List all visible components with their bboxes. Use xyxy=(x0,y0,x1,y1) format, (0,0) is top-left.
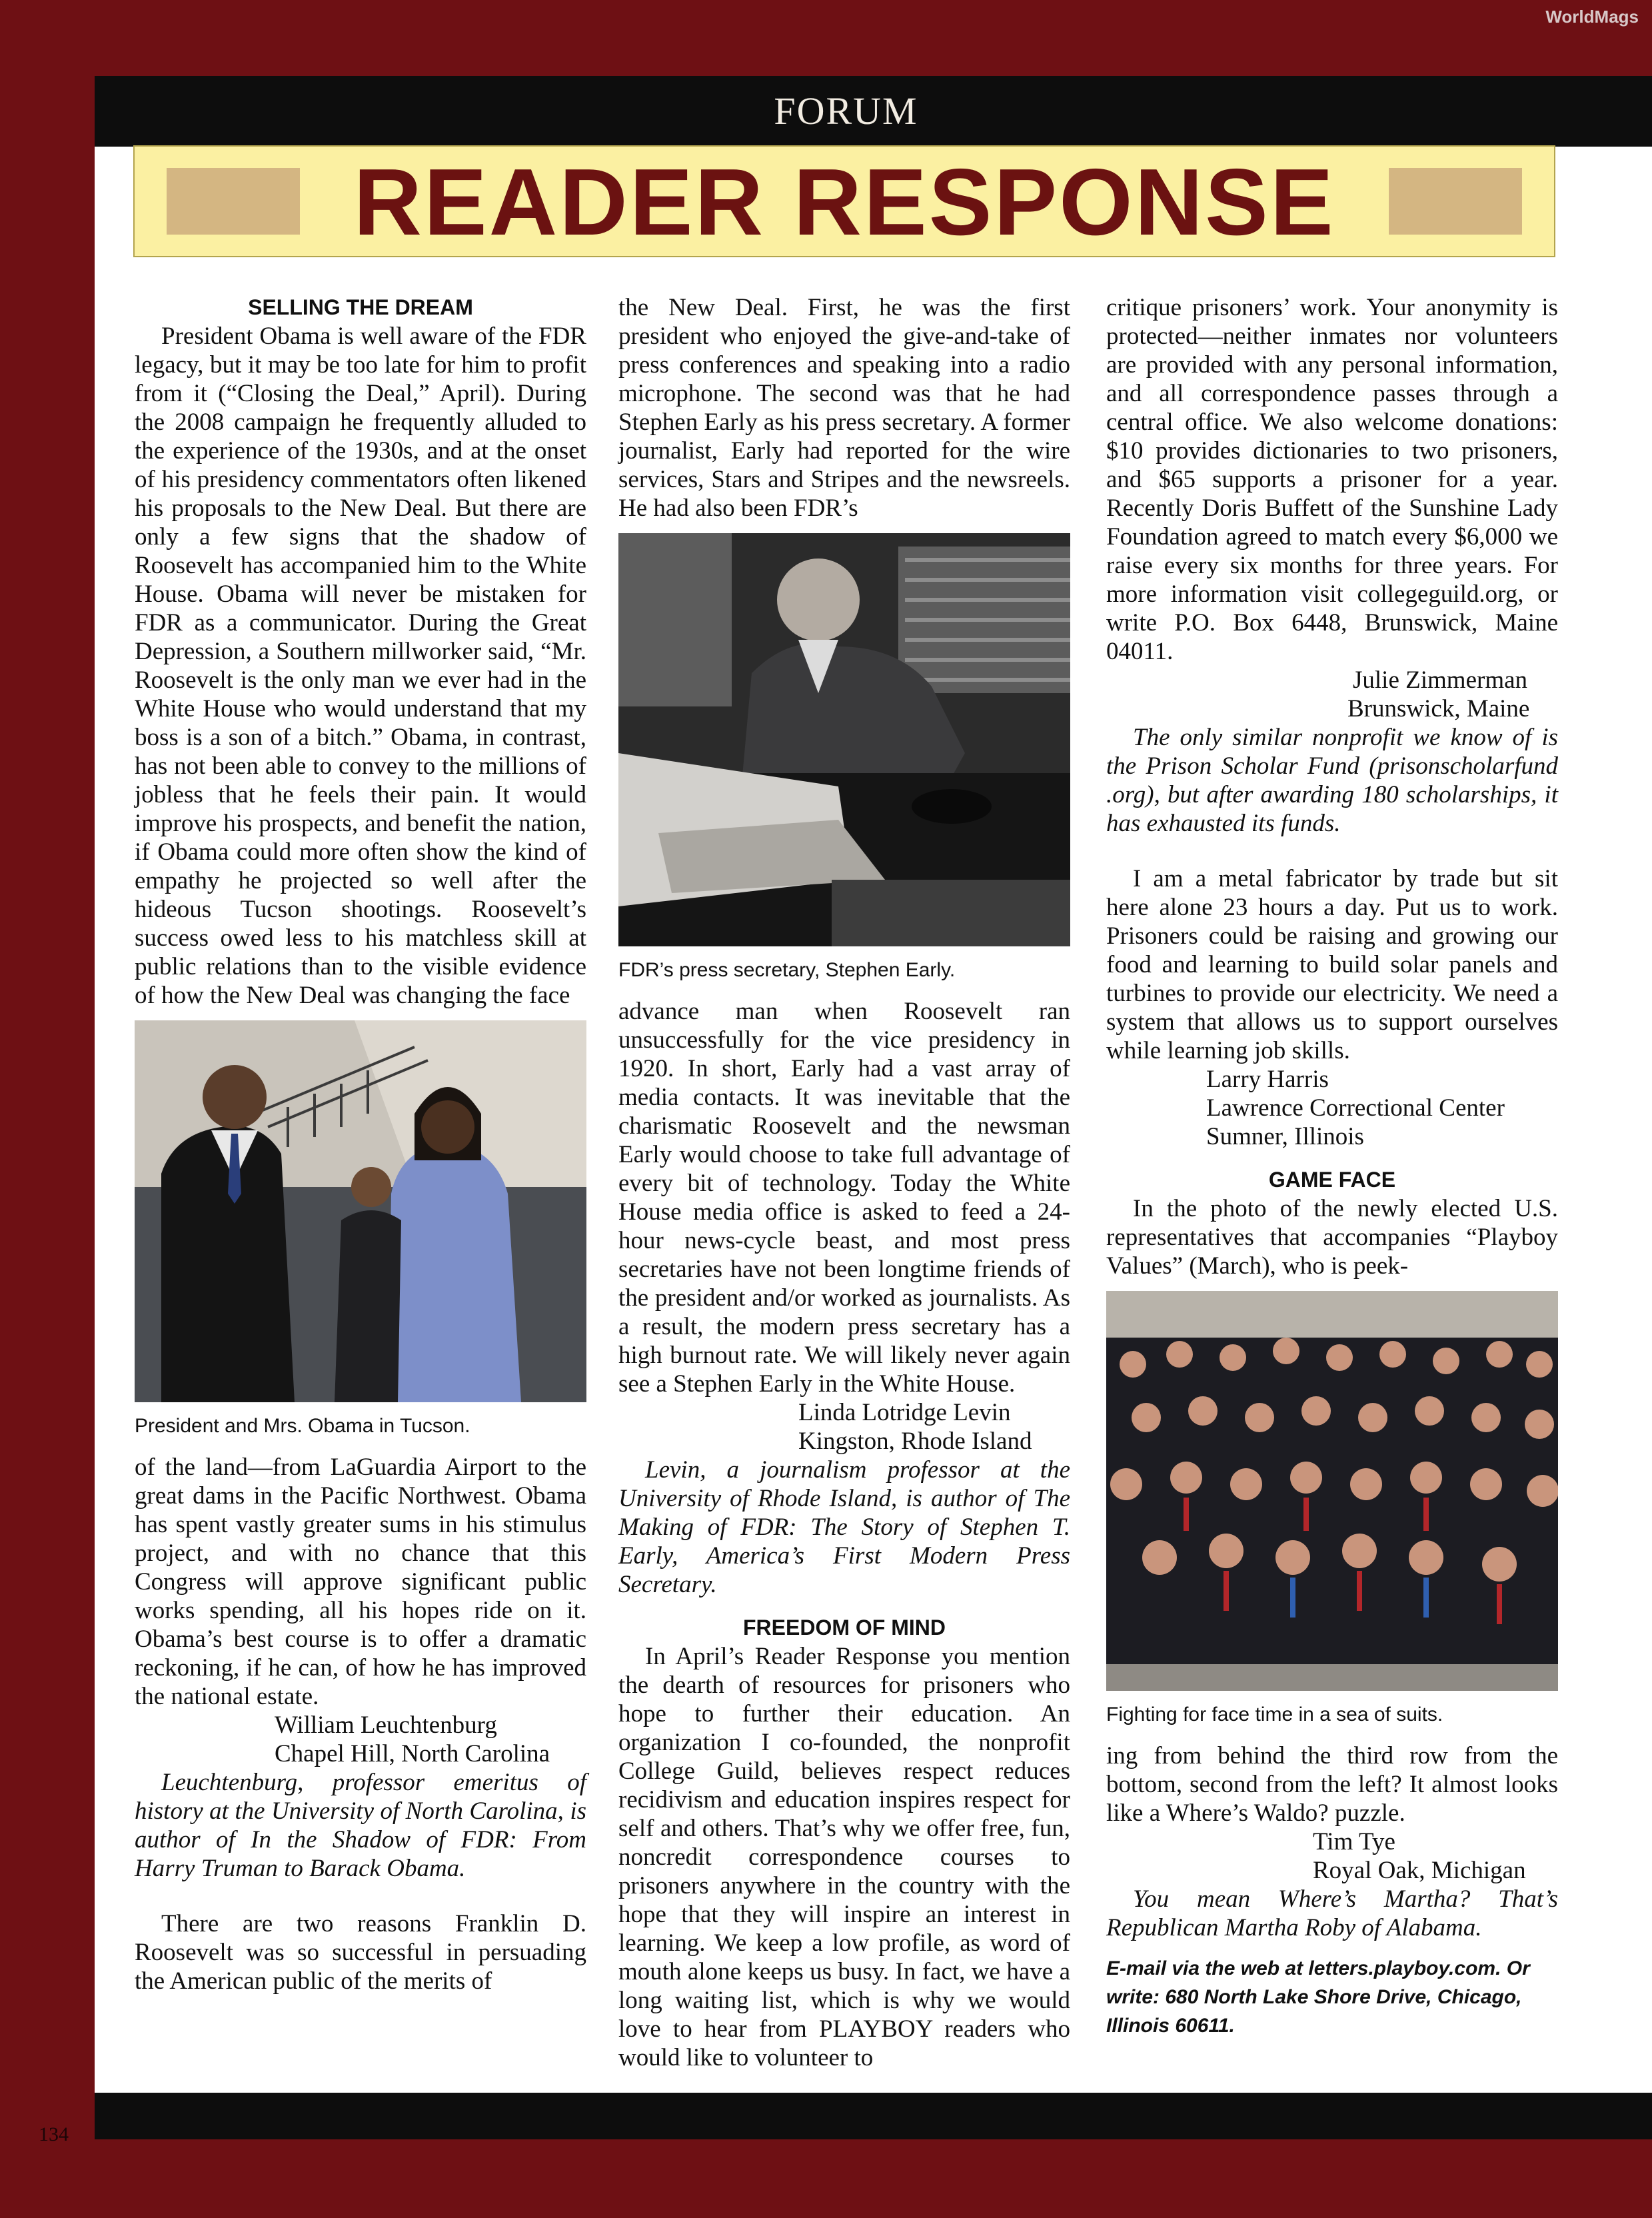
letter-paragraph: There are two reasons Franklin D. Roosevelt was so successful in persuading the American public of the merits of xyxy=(135,1910,586,1995)
section-heading: GAME FACE xyxy=(1268,1168,1396,1192)
page-title: READER RESPONSE xyxy=(353,149,1335,255)
signature-location: Royal Oak, Michigan xyxy=(1313,1857,1526,1884)
signature-name: Larry Harris xyxy=(1206,1066,1329,1093)
letter-paragraph: of the land—from LaGuardia Airport to the great dams in the Pacific Northwest. Obama has spent vastly greater sums in his stimulus project, and with no chance that this Congress will approve significant public works spending, all his hopes ride on it. Obama’s best course is to offer a dramatic reckoning, if he can, of how he has improved the national estate. xyxy=(135,1454,586,1710)
photo-caption: President and Mrs. Obama in Tucson. xyxy=(135,1415,470,1437)
editor-note: Levin, a journalism professor at the University of Rhode Island, is author of The Making of FDR: The Story of Stephen T. Early, America’s First Modern Press Secretary. xyxy=(618,1456,1070,1598)
section-heading: SELLING THE DREAM xyxy=(248,295,473,319)
signature-name: Linda Lotridge Levin xyxy=(798,1399,1011,1426)
letter-paragraph: In the photo of the newly elected U.S. representatives that accompanies “Playboy Values” (March), who is peek- xyxy=(1106,1195,1558,1280)
page-number: 134 xyxy=(39,2123,69,2145)
letter-paragraph: ing from behind the third row from the bottom, second from the left? It almost looks like a Where’s Waldo? puzzle. xyxy=(1106,1742,1558,1827)
editor-note: You mean Where’s Martha? That’s Republican Martha Roby of Alabama. xyxy=(1106,1885,1558,1941)
bottom-bar xyxy=(95,2093,1652,2139)
representatives-photo xyxy=(1106,1291,1558,1691)
photo-caption: FDR’s press secretary, Stephen Early. xyxy=(618,959,956,981)
signature-location: Kingston, Rhode Island xyxy=(798,1428,1032,1455)
signature-name: Tim Tye xyxy=(1313,1828,1395,1855)
letter-paragraph: President Obama is well aware of the FDR legacy, but it may be too late for him to profit from it (“Closing the Deal,” April). During the 2008 campaign he frequently alluded to the experience of the 1930s, and at the onset of his presidency commentators often likened his proposals to the New Deal. But there are only a few signs that the shadow of Roosevelt has accompanied him to the White House. Obama will never be mistaken for FDR as a communicator. During the Great Depression, a Southern millworker said, “Mr. Roosevelt is the only man we ever had in the White House who would understand that my boss is a son of a bitch.” Obama, in contrast, has not been able to convey to the millions of jobless that he feels their pain. It would improve his prospects, and benefit the nation, if Obama could more often show the kind of empathy he projected so well after the hideous Tucson shootings. Roosevelt’s success owed less to his matchless skill at public relations than to the visible evidence of how the New Deal was changing the face xyxy=(135,323,586,1009)
editor-note: The only similar nonprofit we know of is the Prison Scholar Fund (prisonscholarfund .org), but after awarding 180 scholarships, it has exhausted its funds. xyxy=(1106,724,1558,837)
title-banner xyxy=(133,145,1555,257)
column-3 xyxy=(1106,293,1558,2040)
contact-info: E-mail via the web at letters.playboy.com. Or write: 680 North Lake Shore Drive, Chicago, Illinois 60611. xyxy=(1106,1957,1530,2037)
letter-paragraph: critique prisoners’ work. Your anonymity is protected—neither inmates nor volunteers are provided with any personal information, and all correspondence passes through a central office. We also welcome donations: $10 provides dictionaries to two prisoners, and $65 supports a prisoner for a year. Recently Doris Buffett of the Sunshine Lady Foundation agreed to match every $6,000 we raise every six months for three years. For more information visit collegeguild.org, or write P.O. Box 6448, Brunswick, Maine 04011. xyxy=(1106,294,1558,665)
letter-paragraph: advance man when Roosevelt ran unsuccessfully for the vice presidency in 1920. In short, Early had a vast array of media contacts. It was inevitable that the charismatic Roosevelt and the newsman Early would choose to take full advantage of every bit of technology. Today the White House media office is asked to feed a 24-hour news-cycle beast, and most press secretaries have not been longtime friends of the president and/or worked as journalists. As a result, the modern press secretary has a high burnout rate. We will likely never again see a Stephen Early in the White House. xyxy=(618,998,1070,1398)
letter-paragraph: I am a metal fabricator by trade but sit here alone 23 hours a day. Put us to work. Prisoners could be raising and growing our food and learning to build solar panels and turbines to provide our electricity. We need a system that allows us to support ourselves while learning job skills. xyxy=(1106,865,1558,1064)
watermark: WorldMags xyxy=(1545,7,1639,27)
column-2 xyxy=(618,293,1070,2072)
column-1 xyxy=(135,293,586,1995)
stephen-early-photo xyxy=(618,533,1070,946)
letter-paragraph: In April’s Reader Response you mention the dearth of resources for prisoners who hope to further their education. An organization I co-founded, the nonprofit College Guild, believes respect reduces recidivism and education inspires respect for self and others. That’s why we offer free, fun, noncredit correspondence courses to prisoners anywhere in the country with the hope that they will inspire an interest in learning. We keep a low profile, as word of mouth alone keeps us busy. In fact, we have a long waiting list, which is why we would love to hear from PLAYBOY readers who would like to volunteer to xyxy=(618,1643,1070,2071)
signature-location: Lawrence Correctional Center xyxy=(1206,1094,1505,1122)
signature-location: Brunswick, Maine xyxy=(1347,695,1530,722)
photo-caption: Fighting for face time in a sea of suits. xyxy=(1106,1703,1443,1725)
signature-name: Julie Zimmerman xyxy=(1353,666,1528,694)
signature-name: William Leuchtenburg xyxy=(275,1711,497,1739)
letter-paragraph: the New Deal. First, he was the first president who enjoyed the give-and-take of press conferences and speaking into a radio microphone. The second was that he had Stephen Early as his press secretary. A former journalist, Early had reported for the wire services, Stars and Stripes and the newsreels. He had also been FDR’s xyxy=(618,294,1070,522)
section-label: FORUM xyxy=(774,89,918,133)
signature-location: Sumner, Illinois xyxy=(1206,1123,1364,1150)
obama-tucson-photo xyxy=(135,1020,586,1402)
signature-location: Chapel Hill, North Carolina xyxy=(275,1740,550,1767)
section-heading: FREEDOM OF MIND xyxy=(743,1616,946,1640)
editor-note: Leuchtenburg, professor emeritus of history at the University of North Carolina, is author of In the Shadow of FDR: From Harry Truman to Barack Obama. xyxy=(135,1769,586,1882)
